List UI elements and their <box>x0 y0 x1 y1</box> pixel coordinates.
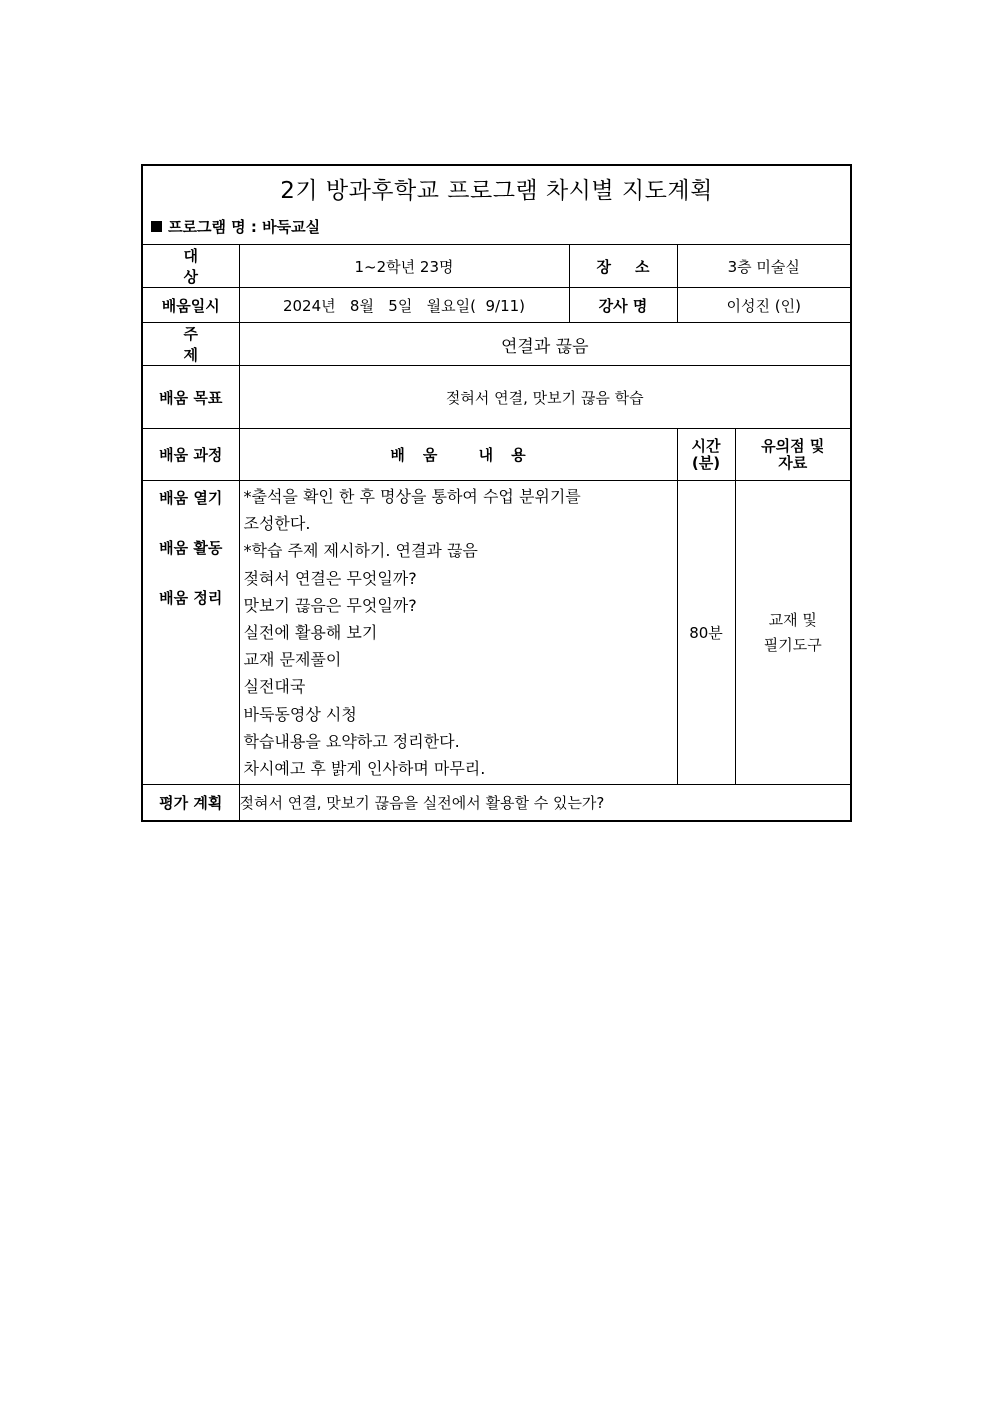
title-cell <box>143 166 850 245</box>
target-value: 1~2학년 23명 <box>239 245 569 288</box>
lesson-plan-table <box>143 166 850 820</box>
notes-header-line2: 자료 <box>778 453 808 472</box>
time-header <box>677 429 735 481</box>
notes-value-line2: 필기도구 <box>763 635 822 654</box>
topic-label: 주제 <box>143 323 239 366</box>
time-value: 80분 <box>677 481 735 785</box>
content-line: *학습 주제 제시하기. 연결과 끊음 <box>243 541 478 561</box>
document-title: 2기 방과후학교 프로그램 차시별 지도계획 <box>280 178 713 204</box>
lesson-plan-sheet <box>141 164 852 822</box>
content-line: *출석을 확인 한 후 명상을 통하여 수업 분위기를 <box>243 487 581 506</box>
teacher-label: 강사 명 <box>569 288 677 323</box>
square-bullet-icon <box>151 221 162 232</box>
content-header: 배움 내용 <box>239 429 677 481</box>
notes-value-line1: 교재 및 <box>768 610 817 629</box>
content-line: 학습내용을 요약하고 정리한다. <box>243 731 460 751</box>
content-line: 맛보기 끊음은 무엇일까? <box>243 595 417 615</box>
notes-header <box>735 429 850 481</box>
time-header-line2: (분) <box>691 453 721 472</box>
stage-activity: 배움 활동 <box>159 539 223 557</box>
stage-opening: 배움 열기 <box>159 489 223 507</box>
content-line: 차시예고 후 밝게 인사하며 마무리. <box>243 759 486 779</box>
place-value: 3층 미술실 <box>677 245 850 288</box>
target-label: 대상 <box>143 245 239 288</box>
notes-header-line1: 유의점 및 <box>761 436 825 455</box>
content-line: 조성한다. <box>243 514 311 534</box>
date-value: 2024년 8월 5일 월요일( 9/11) <box>239 288 569 323</box>
evaluation-label: 평가 계획 <box>143 785 239 821</box>
program-name-line <box>151 216 320 237</box>
notes-value <box>735 481 850 785</box>
goal-label: 배움 목표 <box>143 366 239 429</box>
stage-closing: 배움 정리 <box>159 589 223 607</box>
teacher-value: 이성진 (인) <box>677 288 850 323</box>
time-header-line1: 시간 <box>691 436 721 455</box>
evaluation-value: 젖혀서 연결, 맛보기 끊음을 실전에서 활용할 수 있는가? <box>239 785 850 821</box>
stages-cell <box>143 481 239 785</box>
content-line: 바둑동영상 시청 <box>243 704 357 724</box>
topic-value: 연결과 끊음 <box>239 323 850 366</box>
content-line: 젖혀서 연결은 무엇일까? <box>243 568 417 588</box>
content-line: 교재 문제풀이 <box>243 650 342 670</box>
content-line: 실전대국 <box>243 677 306 697</box>
content-line: 실전에 활용해 보기 <box>243 623 378 643</box>
program-name-text: 프로그램 명 : 바둑교실 <box>168 218 321 236</box>
stage-header: 배움 과정 <box>143 429 239 481</box>
content-cell <box>239 481 677 785</box>
place-label: 장소 <box>569 245 677 288</box>
date-label: 배움일시 <box>143 288 239 323</box>
goal-value: 젖혀서 연결, 맛보기 끊음 학습 <box>239 366 850 429</box>
